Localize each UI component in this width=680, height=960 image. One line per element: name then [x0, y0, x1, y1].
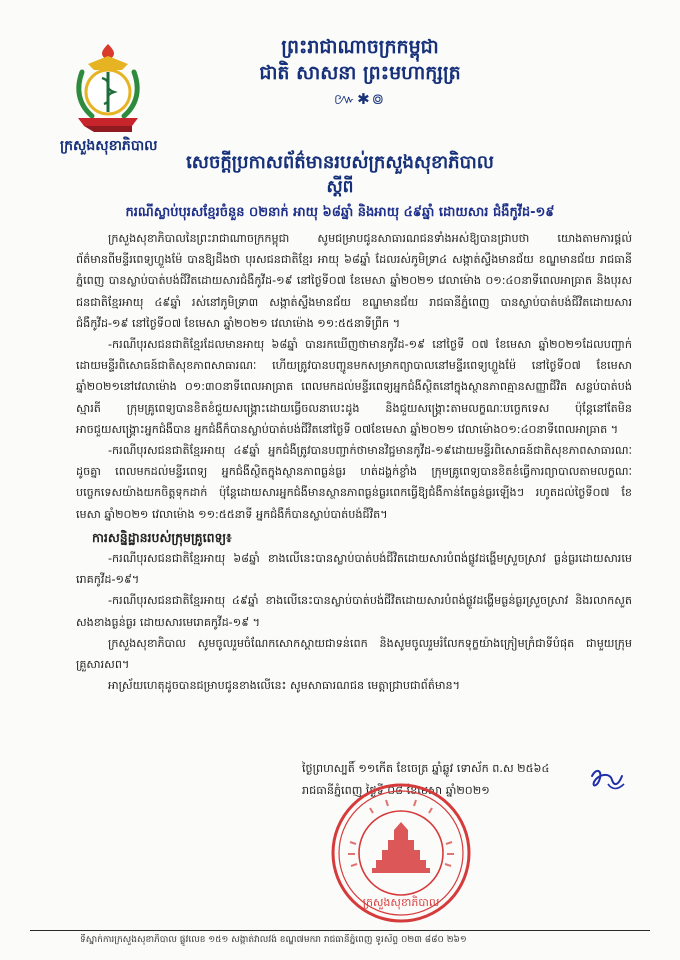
case-paragraph-49: -ករណីបុរសជនជាតិខ្មែរអាយុ ៤៩ឆ្នាំ អ្នកជំងឺត្រូវបានបញ្ជាក់ថាមានវិជ្ជមានកូវីដ-១៩ដោយមន្ទីរពិសោធន៍ជាតិសុខភាពសាធារណៈដូចគ្នា ពេលមកដល់មន្ទីរពេទ្យ អ្នកជំងឺស្ថិតក្នុងស្ថានភាពធ្ងន់ធ្ងរ ហត់ដង្ហក់ខ្លាំង ក្រុមគ្រូពេទ្យបានខិតខំធ្វើការព្យាបាលតាមលក្ខណៈបច្ចេកទេសយ៉ាងយកចិត្តទុកដាក់ ប៉ុន្តែដោយសារអ្នកជំងឺមានស្ថានភាពធ្ងន់ធ្ងរពេកធ្វើឱ្យជំងឺកាន់តែធ្ងន់ធ្ងរឡើងៗ រហូតដល់ថ្ងៃទី០៧ ខែមេសា ឆ្នាំ២០២១ វេលាម៉ោង ១១:៥៥នាទី អ្នកជំងឺក៏បានស្លាប់បាត់បង់ជីវិត។ — [76, 444, 632, 521]
letter-header — [180, 34, 540, 112]
conclusion-49: -ករណីបុរសជនជាតិខ្មែរអាយុ ៤៩ឆ្នាំ ខាងលើនេះបានស្លាប់បាត់បង់ជីវិតដោយសារបំពង់ផ្លូវដង្ហើមធ្ងន់ធ្ងរស្រួចស្រាវ និងរលាកសួតសងខាងធ្ងន់ធ្ងរ ដោយសារមេរោគកូវីដ-១៩ ។ — [76, 594, 632, 629]
intro-paragraph: ក្រសួងសុខាភិបាលនៃព្រះរាជាណាចក្រកម្ពុជា សូមជម្រាបជូនសាធារណជនទាំងអស់ឱ្យបានជ្រាបថា យោងតាមការផ្ដល់ព័ត៌មានពីមន្ទីរពេទ្យហ្លួងម៉ែ បានឱ្យដឹងថា បុរសជនជាតិខ្មែរ អាយុ ៦៨ឆ្នាំ ដែលរស់ភូមិទ្រា៤ សង្កាត់ស្ទឹងមានជ័យ ខណ្ឌមានជ័យ រាជធានីភ្នំពេញ បានស្លាប់បាត់បង់ជីវិតដោយសារជំងឺកូវីដ-១៩ នៅថ្ងៃទី០៧ ខែមេសា ឆ្នាំ២០២១ វេលាម៉ោង ០១:៤០នាទីពេលអាធ្រាត និងបុរសជនជាតិខ្មែរអាយុ ៤៩ឆ្នាំ រស់នៅភូមិទ្រា៣ សង្កាត់ស្ទឹងមានជ័យ ខណ្ឌមានជ័យ រាជធានីភ្នំពេញ បានស្លាប់បាត់បង់ជីវិតដោយសារជំងឺកូវីដ-១៩ នៅថ្ងៃទី០៧ ខែមេសា ឆ្នាំ២០២១ វេលាម៉ោង ១១:៥៥នាទីព្រឹក ។ — [76, 232, 632, 330]
seal-label: ក្រសួងសុខាភិបាល — [362, 896, 440, 909]
solar-date: រាជធានីភ្នំពេញ ថ្ងៃទី ០៨ ខែមេសា ឆ្នាំ២០២១ — [302, 784, 490, 797]
footer-divider — [30, 930, 650, 931]
document-body — [76, 228, 632, 696]
closing-paragraph: អាស្រ័យហេតុដូចបានជម្រាបជូនខាងលើនេះ សូមសាធារណជន មេត្តាជ្រាបជាព័ត៌មាន។ — [108, 679, 460, 693]
case-paragraph-68: -ករណីបុរសជនជាតិខ្មែរដែលមានអាយុ ៦៨ឆ្នាំ បានរកឃើញថាមានកូវីដ-១៩ នៅថ្ងៃទី ០៧ ខែមេសា ឆ្នាំ២០២១ដែលបញ្ជាក់ដោយមន្ទីរពិសោធន៍ជាតិសុខភាពសាធារណៈ ហើយត្រូវបានបញ្ជូនមកសម្រាកព្យាបាលនៅមន្ទីរពេទ្យហ្លួងម៉ែ នៅថ្ងៃទី០៧ ខែមេសា ឆ្នាំ២០២១នៅវេលាម៉ោង ០១:៣០នាទីពេលអាធ្រាត ពេលមកដល់មន្ទីរពេទ្យអ្នកជំងឺស្ថិតនៅក្នុងស្ថានភាពគ្មានសញ្ញាជីវិត សន្លប់បាត់បង់ស្មារតី ក្រុមគ្រូពេទ្យបានខិតខំជួយសង្គ្រោះដោយធ្វើចលនាបេះដូង និងជួយសង្គ្រោះតាមលក្ខណៈបច្ចេកទេស ប៉ុន្តែនៅតែមិនអាចជួយសង្គ្រោះអ្នកជំងឺបាន អ្នកជំងឺក៏បានស្លាប់បាត់បង់ជីវិតនៅថ្ងៃទី ០៧ខែមេសា ឆ្នាំ២០២១ វេលាម៉ោង០១:៤០នាទីពេលអាធ្រាត ។ — [76, 338, 632, 436]
official-seal — [330, 782, 472, 924]
lunar-date: ថ្ងៃព្រហស្បតិ៍ ១១កើត ខែចេត្រ ឆ្នាំឆ្លូវ ទោស័ក ព.ស ២៥៦៤ — [302, 762, 550, 775]
signature-mark — [588, 766, 628, 792]
document-subject: ករណីស្លាប់បុរសខ្មែរចំនួន ០២នាក់ អាយុ ៦៨ឆ្នាំ និងអាយុ ៤៩ឆ្នាំ ដោយសារ ជំងឺកូវីដ-១៩ — [125, 205, 555, 220]
ministry-name: ក្រសួងសុខាភិបាល — [60, 138, 158, 154]
conclusion-heading: ការសន្និដ្ឋានរបស់ក្រុមគ្រូពេទ្យ៖ — [92, 529, 232, 545]
condolence-paragraph: ក្រសួងសុខាភិបាល សូមចូលរួមចំណែកសោកស្ដាយជាទន់ពេក និងសូមចូលរួមរំលែកទុក្ខយ៉ាងក្រៀមក្រំជាទីបំផុត ជាមួយក្រុមគ្រួសារសព។ — [76, 636, 632, 672]
subject-label: ស្ដីពី — [326, 177, 354, 197]
kingdom-name: ព្រះរាជាណាចក្រកម្ពុជា — [281, 36, 439, 58]
document-title: សេចក្ដីប្រកាសព័ត៌មានរបស់ក្រសួងសុខាភិបាល — [186, 152, 494, 173]
footer-address: ទីស្នាក់ការក្រសួងសុខាភិបាល ផ្លូវលេខ ១៥១ សង្កាត់វាលវង់ ខណ្ឌ៧មករា រាជធានីភ្នំពេញ ទូរស័ព្ទ ០២៣ ៨៨០ ២៦១ — [80, 935, 467, 945]
national-motto: ជាតិ សាសនា ព្រះមហាក្សត្រ — [259, 62, 461, 84]
ministry-logo — [70, 42, 146, 134]
header-ornament: ៚✱៙ — [333, 90, 387, 108]
conclusion-68: -ករណីបុរសជនជាតិខ្មែរអាយុ ៦៨ឆ្នាំ ខាងលើនេះបានស្លាប់បាត់បង់ជីវិតដោយសារបំពង់ផ្លូវដង្ហើមស្រួចស្រាវ ធ្ងន់ធ្ងរដោយសារមេរោគកូវីដ-១៩។ — [76, 552, 632, 587]
